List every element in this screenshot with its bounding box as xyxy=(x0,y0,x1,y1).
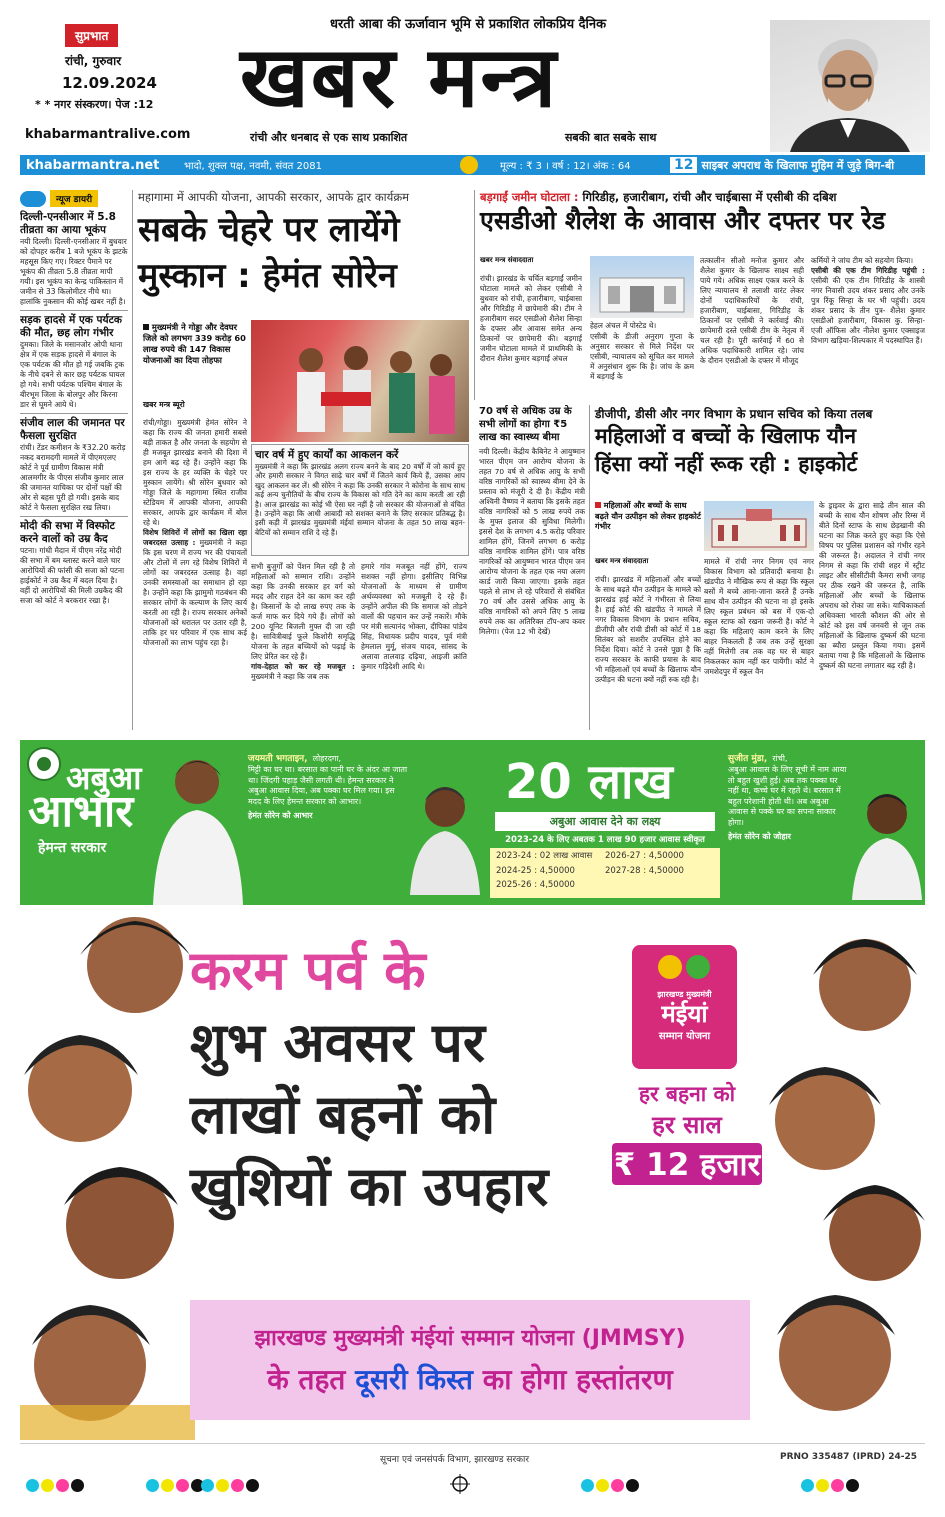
jmmsy-logo: झारखण्ड मुख्यमंत्री मंईयां सम्मान योजना xyxy=(632,945,737,1069)
year-row: 2027-28 : 4,50000 xyxy=(605,865,684,876)
ad1-target: अबुआ आवास देने का लक्ष्य xyxy=(495,812,715,831)
page-number: 12 xyxy=(670,157,697,173)
celebrity-portrait xyxy=(770,20,930,152)
story4-headline[interactable]: महिलाओं व बच्चों के खिलाफ यौन हिंसा क्यों नहीं रूक रही : हाइकोर्ट xyxy=(595,424,858,476)
story4-body1: रांची। झारखंड में महिलाओं और बच्चों के साथ बढ़ते यौन उत्पीड़न के मामले को झारखंड हाई कोर्ट ने गंभीरता से लिया है। हाई कोर्ट की खंडपीठ ने मामले में नगर विकास विभाग के प्रधान सचिव, डीजीपी और रांची डीसी को कोर्ट में 18 सितंबर को सशरीर उपस्थित होने का निर्देश दिया। कोर्ट ने उनसे पूछा है कि राज्य सरकार के काफी प्रयास के बाद भी महिलाओं एवं बच्चों के खिलाफ यौन उत्पीड़न की घटना क्यों नहीं रुक रही है। xyxy=(595,575,701,684)
ad1-quote-2: सुजीत मुंडा, रांची, अबुआ आवास के लिए सूची में नाम आया तो बहुत खुशी हुई। अब तक पक्का घर नहीं था, कच्चे घर में रहते थे। बरसात में बहुत परेशानी होती थी। अब अबुआ आवास से पक्के घर का सपना साकार होगा। हेमंत सोरेन को जोहार xyxy=(728,754,847,841)
year-row: 2024-25 : 4,50000 xyxy=(496,865,575,876)
story1-body: रांची/गोड्डा। मुख्यमंत्री हेमंत सोरेन ने कहा कि राज्य की जनता हमारी सबसे बड़ी ताकत है और जनता के सहयोग से ही मजबूत झारखंड बनाने की दिशा में हम आगे बढ़ रहे हैं। उन्होंने कहा कि इस राज्य के हर व्यक्ति के चेहरे पर मुस्कान लायेंगे। श्री सोरेन बुधवार को गोड्डा जिले के महागामा स्थित राजीव स्टेडियम में आपकी योजना, आपकी सरकार, आपके द्वार कार्यक्रम में बोल रहे थे। विशेष शिविरों में लोगों का खिला रहा जबरदस्त उत्साह : मुख्यमंत्री ने कहा कि इस चरण में राज्य भर की पंचायतों और टोलों में लग रहे विशेष शिविरों में लोगों का जबरदस्त उत्साह है। वहां उनकी समस्याओं का समाधान हो रहा है। उन्होंने कहा कि झामुमो गठबंधन की सरकार लोगों के कल्याण के लिए कार्य करती आ रही है। राज्य सरकार अनेकों योजनाओं को धरातल पर उतार रही है, ताकि हर घर परिवार में एक साथ कई योजनाओं का लाभ पहुंच रहा है। xyxy=(143,418,247,647)
edition-line: * * नगर संस्करण। पेज :12 xyxy=(35,98,154,111)
story-cm-hemant xyxy=(132,190,469,730)
year-row: 2025-26 : 4,50000 xyxy=(496,880,575,891)
story1-bullet: मुख्यमंत्री ने गोड्डा और देवघर जिले को लगभग 339 करोड़ 60 लाख रुपये की 147 विकास योजनाओं का दिया तोहफा xyxy=(143,322,246,365)
story1-box: चार वर्ष में हुए कार्यों का आकलन करें मुख्यमंत्री ने कहा कि झारखंड अलग राज्य बनने के बाद 20 वर्षों में जो कार्य हुए और हमारी सरकार ने विगत साढ़े चार वर्षों में जितने कार्य किये हैं, उसका आप खुद आकलन कर लें। श्री सोरेन ने कहा कि उनकी सरकार ने कोरोना के साथ साथ कई अन्य चुनौतियों के बीच राज्य के विकास को गति देने का काम करती आ रही है। आज झारखंड का कोई भी ऐसा घर नहीं है जो सरकार की योजनाओं से वंचित है। उन्होंने कहा कि आधी आबादी को सशक्त बनाने के लिए सरकार प्रतिबद्ध है। इसी कड़ी में झारखंड मुख्यमंत्री मंईयां सम्मान योजना के तहत 50 लाख बहन-बेटियों को सम्मान राशि दे रहे हैं। xyxy=(251,444,469,556)
news-diary-column xyxy=(20,190,128,730)
photo-illustration xyxy=(251,320,469,442)
beneficiary-woman-illustration xyxy=(410,775,480,895)
color-dots-left xyxy=(25,1477,205,1496)
year-row: 2026-27 : 4,50000 xyxy=(605,851,684,861)
story4-bullet: महिलाओं और बच्चों के साथ बढ़ते यौन उत्पीड़न को लेकर हाइकोर्ट गंभीर xyxy=(595,501,701,531)
diary-icon xyxy=(20,191,46,207)
story-acb-raid xyxy=(474,190,925,400)
tagline: धरती आबा की ऊर्जावान भूमि से प्रकाशित लोकप्रिय दैनिक xyxy=(330,17,607,32)
ad2-footer xyxy=(20,1443,925,1469)
story-health-insurance xyxy=(479,405,585,730)
women-faces-right-illustration xyxy=(755,905,925,1440)
story4-body3: के ड्राइवर के द्वारा साढ़े तीन साल की बच्ची के साथ यौन शोषण और रिम्स में बीते दिनों स्टाफ के साथ छेड़खानी की घटना का जिक्र करते हुए कहा कि ऐसे विषय पर पुलिस प्रशासन को गंभीर रहने की जरूरत है। अदालत ने रांची नगर निगम से कहा कि रांची शहर में स्ट्रीट लाइट और सीसीटीवी कैमरा सभी जगह पर ठीक रखने की जरूरत है, ताकि महिलाओं और बच्चों के खिलाफ अपराध को रोका जा सके। याचिकाकर्ता अधिवक्ता भारती कौशल की ओर से कोर्ट को इस वर्ष जनवरी से जून तक महिलाओं के खिलाफ दुष्कर्म की घटना का ब्यौरा प्रस्तुत किया गया। इसमें बताया गया है कि महिलाओं के खिलाफ दुष्कर्म की घटना लगातार बढ़ रही है। xyxy=(819,501,925,670)
color-dots-mid-right xyxy=(580,1477,640,1496)
govt-emblem-icon xyxy=(26,746,62,782)
brief-item[interactable]: संजीव लाल की जमानत पर फैसला सुरक्षित रांची। टेंडर कमीशन के ₹32.20 करोड़ नकद बरामदगी मामले में पीएमएलए कोर्ट ने पूर्व ग्रामीण विकास मंत्री आलमगीर के पीएस संजीव कुमार लाल की जमानत याचिका पर दोनों पक्षों की ओर से बहस पूरी हो गयी। इसके बाद कोर्ट ने फैसला सुरक्षित रख लिया। xyxy=(20,417,126,512)
portrait-illustration xyxy=(770,20,930,152)
issue-date: 12.09.2024 xyxy=(62,74,157,92)
masthead xyxy=(0,0,945,155)
story1-headline[interactable]: सबके चेहरे पर लायेंगे मुस्कान : हेमंत सोरेन xyxy=(138,210,400,296)
story4-byline: खबर मन्त्र संवाददाता xyxy=(595,557,649,565)
bullet-icon xyxy=(143,324,149,330)
ad2-dept: सूचना एवं जनसंपर्क विभाग, झारखण्ड सरकार xyxy=(380,1455,530,1465)
story1-kicker: महागामा में आपकी योजना, आपकी सरकार, आपके द्वार कार्यक्रम xyxy=(138,190,410,204)
om-icon xyxy=(460,156,478,174)
brief-item[interactable]: सड़क हादसे में एक पर्यटक की मौत, छह लोग गंभीर दुमका। जिले के मसानजोर ओपी थाना क्षेत्र में एक सड़क हादसे में बंगाल के एक पर्यटक की मौत हो गई जबकि ट्रक के नीचे दबने से कार छह पर्यटक घायल हो गये। सभी पर्यटक पश्चिम बंगाल के बीरभूम जिला के बोलपुर और किरना डार से घूमने आये थे। xyxy=(20,314,125,409)
story2-body1: रांची। झारखंड के चर्चित बड़गाईं जमीन घोटाला मामले को लेकर एसीबी ने बुधवार को रांची, हजारीबाग, चाईबासा और गिरिडीह में छापेमारी की। टीम ने हजारीबाग सदर एसडीओ शैलेश सिन्हा के दफ्तर और आवास समेत अन्य ठिकानों पर छापेमारी की। बड़गाईं जमीन घोटाला मामले में प्राथमिकी के दौरान शैलेश कुमार बड़गाईं अंचल xyxy=(480,274,582,363)
print-registration-strip xyxy=(0,1470,945,1517)
highcourt-photo xyxy=(704,501,814,551)
ad1-quote-1: जयमती भगताइन, लोहरदगा, मिट्टी का घर था। बरसात का पानी घर के अंदर आ जाता था। जिंदगी पहाड़ जैसी लगती थी। हेमन्त सरकार ने अबुआ आवास दिया, अब पक्का घर मिल गया। इस मदद के लिए हेमन्त सरकार को आभार। हेमंत सोरेन को आभार xyxy=(248,754,408,820)
story2-headline[interactable]: एसडीओ शैलेश के आवास और दफ्तर पर रेड xyxy=(480,206,886,235)
abua-aabhar-ad[interactable] xyxy=(20,740,925,905)
story3-headline[interactable]: 70 वर्ष से अधिक उम्र के सभी लोगों का होगा ₹5 लाख का स्वास्थ्य बीमा xyxy=(479,406,572,443)
ad1-title-line1: अबुआ xyxy=(66,759,142,797)
city-day: रांची, गुरुवार xyxy=(65,54,122,68)
site-link[interactable]: khabarmantra.net xyxy=(20,158,170,173)
edition-badge: सुप्रभात xyxy=(65,24,118,47)
color-dots-mid-left xyxy=(200,1477,260,1496)
ad1-note: 2023-24 के लिए अबतक 1 लाख 90 हजार आवास स्वीकृत xyxy=(505,835,705,845)
story2-caption: हेहल अंचल में पोस्टेड थे। xyxy=(590,321,657,330)
ad1-big-number: 20 लाख xyxy=(505,754,673,810)
info-bar xyxy=(20,155,925,175)
ad2-headline: करम पर्व के शुभ अवसर पर लाखों बहनों को खुशियों का उपहार xyxy=(190,939,549,1218)
logo-faces-icon xyxy=(654,949,714,985)
story2-kicker: बड़गाईं जमीन घोटाला : गिरिडीह, हजारीबाग, रांची और चाईबासा में एसीबी की दबिश xyxy=(480,190,837,204)
brief-item[interactable]: मोदी की सभा में विस्फोट करने वालों को उम्र कैद पटना। गांधी मैदान में पीएम नरेंद्र मोदी की सभा में बम ब्लास्ट करने वाले चार आरोपियों की फांसी की सजा को पटना हाईकोर्ट ने उम्र कैद में बदल दिया है। वहीं दो आरोपियों की मिली उम्रकैद की सजा को कोर्ट ने बरकरार रखा है। xyxy=(20,520,125,605)
story3-body: नयी दिल्ली। केंद्रीय कैबिनेट ने आयुष्मान भारत पीएम जन आरोग्य योजना के तहत 70 वर्ष से अधिक आयु के सभी वरिष्ठ नागरिकों को स्वास्थ्य बीमा देने के प्रस्ताव को मंजूरी दे दी है। केंद्रीय मंत्री अश्विनी वैष्णव ने बताया कि इसके तहत वरिष्ठ नागरिकों को 5 लाख रुपये तक के मुफ्त इलाज की सुविधा मिलेगी। इससे देश के लगभग 4.5 करोड़ परिवार शामिल होंगे, जिनमें लगभग 6 करोड़ वरिष्ठ नागरिक शामिल होंगे। पात्र वरिष्ठ नागरिकों को आयुष्मान भारत पीएम जन आरोग्य योजना के तहत एक नया अलग कार्ड जारी किया जाएगा। इसके तहत पहले से लाभ ले रहे परिवारों से संबंधित 70 वर्ष और उससे अधिक आयु के वरिष्ठ नागरिकों को अपने लिए 5 लाख रुपये तक का अतिरिक्त टॉप-अप कवर मिलेगा। (पेज 12 भी देखें) xyxy=(479,447,585,636)
news-diary-badge: न्यूज डायरी xyxy=(50,190,98,207)
ad2-prno: PRNO 335487 (IPRD) 24-25 xyxy=(780,1452,918,1462)
story4-body2: मामले में रांची नगर निगम एवं नगर विकास विभाग को प्रतिवादी बनाया है। खंडपीठ ने मौखिक रूप से कहा कि स्कूल बसों में बच्चे आना-जाना करते हैं उनके साथ यौन उत्पीड़न की घटना ना हो इसके लिए स्कूल प्रबंधन को बस में एक-दो स्कूल स्टाफ को रखना जरूरी है। कोर्ट ने कहा कि महिलाएं काम करने के लिए बाहर निकलती हैं जब तक उन्हें सुरक्षा नहीं मिलेगी तब तक वह घर से बाहर निकलकर काम नहीं कर पायेंगी। कोर्ट ने जमशेदपुर में स्कूल वैन xyxy=(704,557,814,676)
ad1-title-line2: आभार xyxy=(28,786,134,837)
price-volume: मूल्य : ₹ 3 । वर्ष : 12। अंक : 64 xyxy=(500,161,631,172)
newspaper-logo: खबर मन्त्र xyxy=(240,28,559,126)
promo-headline[interactable]: साइबर अपराध के खिलाफ मुहिम में जुड़े बिग-बी xyxy=(701,158,895,172)
women-faces-left-illustration xyxy=(20,905,195,1440)
cm-event-photo xyxy=(251,320,469,442)
site-url[interactable]: khabarmantralive.com xyxy=(25,127,191,142)
registration-crosshair-icon xyxy=(450,1474,470,1494)
cm-figure-illustration xyxy=(145,746,250,905)
year-row: 2023-24 : 02 लाख आवास xyxy=(496,851,593,861)
court-illustration xyxy=(704,501,814,551)
panchang: भादो, शुक्ल पक्ष, नवमी, संवत 2081 xyxy=(184,161,322,172)
story2-byline: खबर मन्त्र संवाददाता xyxy=(480,256,534,264)
story1-byline: खबर मन्त्र ब्यूरो xyxy=(143,400,185,409)
ad2-offer: हर बहना को हर साल ₹ 12 हजार xyxy=(613,1082,761,1183)
story2-body2: एसीबी के डीजी अनुराग गुप्ता के अनुसार सरकार से मिले निर्देश पर एसीबी, न्यायालय को सूचित कर मामले में अनुसंधान शुरू कि है। जांच के क्रम में बड़गाईं के xyxy=(590,332,694,381)
publish-note: रांची और धनबाद से एक साथ प्रकाशित xyxy=(250,131,408,144)
ad2-bottom-bar: झारखण्ड मुख्यमंत्री मंईयां सम्मान योजना (JMMSY) के तहत दूसरी किस्त का होगा हस्तांतरण xyxy=(190,1300,750,1420)
beneficiary-man-illustration xyxy=(852,780,922,900)
maiyan-samman-ad[interactable] xyxy=(20,905,925,1470)
story-highcourt xyxy=(589,405,925,730)
color-dots-right xyxy=(800,1477,860,1496)
raid-photo xyxy=(590,256,694,318)
slogan: सबकी बात सबके साथ xyxy=(565,131,657,144)
story1-col2: सभी बुजुर्गों को पेंशन मिल रही है तो महिलाओं को सम्मान राशि। उन्होंने कहा कि उनकी सरकार हर वर्ग को मदद और राहत देने का काम कर रही है। किसानों के दो लाख रुपए तक के कर्ज माफ कर दिये गये हैं। लोगों को 200 यूनिट बिजली मुफ्त दी जा रही है। सावित्रीबाई फूले किशोरी समृद्धि योजना के तहत बच्चियों को पढ़ाई के लिए प्रेरित कर रहे हैं। गांव-देहात को कर रहे मजबूत : मुख्यमंत्री ने कहा कि जब तक xyxy=(251,562,355,681)
story1-col3: हमारे गांव मजबूत नहीं होंगे, राज्य सशक्त नहीं होगा। इसीलिए विभिन्न योजनाओं के माध्यम से ग्रामीण अर्थव्यवस्था को मजबूती दे रहे हैं। उन्होंने अपील की कि समाज को तोड़ने वालों की पहचान कर उन्हें नकारें। मौके पर मंत्री सत्यानंद भोक्ता, दीपिका पांडेय सिंह, विधायक प्रदीप यादव, पूर्व मंत्री हेमलाल मुर्मू, संजय यादव, सांसद के अलावा तालवाड़ दढ़िया, आइजी क्रांति कुमार गड़िदेशी आदि थे। xyxy=(361,562,467,671)
story2-body3: तत्कालीन सीओ मनोज कुमार और शैलेश कुमार के खिलाफ साक्ष्य सही पाये गये। अधिक साक्ष्य एकत्र करने के लिए न्यायालय से तलाशी वारंट लेकर दोनों पदाधिकारियों के रांची, हजारीबाग, चाईबासा, गिरिडीह के ठिकानों पर एसीबी ने कार्रवाई की। छापेमारी दस्ते एसीबी टीम के नेतृत्व में चल रही है। पूरी कार्रवाई में 60 से अधिक पदाधिकारी शामिल रहे। जांच के दौरान एसडीओ के दफ्तर में मौजूद xyxy=(700,256,804,365)
story2-col4: कर्मियों ने जांच टीम को सहयोग किया। एसीबी की एक टीम गिरिडीह पहुंची : एसीबी की एक टीम गिरिडीह के शास्त्री नगर निवासी उदय शंकर प्रसाद और उनके पुत्र रिंकू सिन्हा के घर भी पहुंची। उदय शंकर प्रसाद के तीन पुत्र- शैलेश कुमार एसडीओ हजारीबाग, विकास कु. सिन्हा- एजी ऑफिस और नीलेश कुमार एक्साइज विभाग खड़िया-शिल्पकार में पदस्थापित हैं। xyxy=(811,256,925,345)
building-illustration xyxy=(590,256,694,318)
ad1-year-table xyxy=(490,848,720,898)
bullet-icon xyxy=(595,502,601,508)
brief-item[interactable]: दिल्ली-एनसीआर में 5.8 तीव्रता का आया भूकंप नयी दिल्ली। दिल्ली-एनसीआर में बुधवार को दोपहर करीब 1 बजे भूकंप के झटके महसूस किए गए। रिक्टर पैमाने पर भूकंप की तीव्रता 5.8 तीव्रता मापी गयी। इस भूकंप का केन्द्र पाकिस्तान में जमीन से 33 किलोमीटर नीचे था। हालांकि नुकसान की कोई खबर नहीं है। xyxy=(20,211,128,306)
story4-kicker: डीजीपी, डीसी और नगर विभाग के प्रधान सचिव को किया तलब xyxy=(595,407,873,421)
ad1-subtitle: हेमन्त सरकार xyxy=(38,840,107,856)
